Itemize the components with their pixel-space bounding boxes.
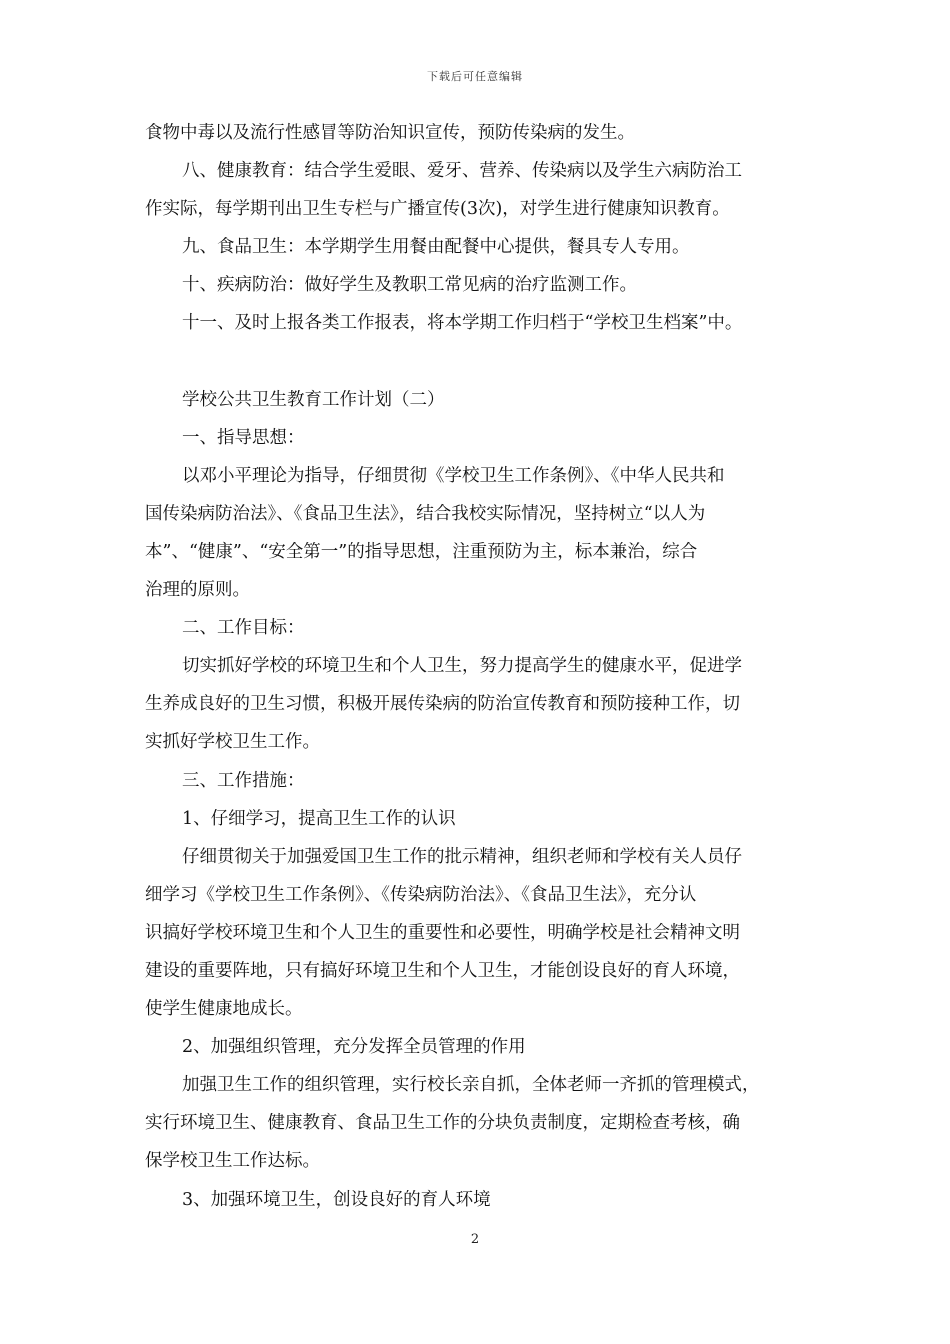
page-number: 2	[470, 1232, 480, 1247]
paragraph-line: 本”、“健康”、“安全第一”的指导思想，注重预防为主，标本兼治，综合	[145, 541, 698, 562]
paragraph-line: 切实抓好学校的环境卫生和个人卫生，努力提高学生的健康水平，促进学	[182, 656, 742, 677]
paragraph-line: 实抓好学校卫生工作。	[145, 732, 320, 753]
document-body	[145, 114, 815, 1219]
paragraph-line: 治理的原则。	[145, 580, 250, 601]
section-heading: 二、工作目标：	[182, 618, 305, 639]
paragraph-line: 加强卫生工作的组织管理，实行校长亲自抓，全体老师一齐抓的管理模式，	[182, 1075, 760, 1096]
paragraph-line: 细学习《学校卫生工作条例》、《传染病防治法》、《食品卫生法》，充分认	[145, 884, 697, 905]
paragraph-line: 作实际，每学期刊出卫生专栏与广播宣传(3次)，对学生进行健康知识教育。	[145, 199, 730, 220]
section-title: 学校公共卫生教育工作计划（二）	[182, 389, 445, 410]
paragraph-line: 食物中毒以及流行性感冒等防治知识宣传，预防传染病的发生。	[145, 123, 635, 143]
paragraph-line: 生养成良好的卫生习惯，积极开展传染病的防治宣传教育和预防接种工作，切	[145, 694, 740, 715]
paragraph-line: 使学生健康地成长。	[145, 999, 303, 1020]
section-gap	[145, 343, 815, 381]
subsection-heading: 2、加强组织管理，充分发挥全员管理的作用	[182, 1037, 526, 1058]
paragraph-line: 十、疾病防治：做好学生及教职工常见病的治疗监测工作。	[182, 275, 637, 296]
section-heading: 一、指导思想：	[182, 427, 305, 448]
paragraph-line: 十一、及时上报各类工作报表，将本学期工作归档于“学校卫生档案”中。	[182, 313, 743, 334]
paragraph-line: 识搞好学校环境卫生和个人卫生的重要性和必要性，明确学校是社会精神文明	[145, 922, 740, 943]
subsection-heading: 3、加强环境卫生，创设良好的育人环境	[182, 1189, 491, 1210]
paragraph-line: 实行环境卫生、健康教育、食品卫生工作的分块负责制度，定期检查考核，确	[145, 1113, 740, 1134]
paragraph-line: 以邓小平理论为指导，仔细贯彻《学校卫生工作条例》、《中华人民共和	[182, 465, 725, 486]
paragraph-line: 八、健康教育：结合学生爱眼、爱牙、营养、传染病以及学生六病防治工	[182, 161, 742, 182]
paragraph-line: 国传染病防治法》、《食品卫生法》，结合我校实际情况，坚持树立“以人为	[145, 503, 706, 524]
page-header: 下载后可任意编辑	[427, 70, 523, 83]
section-heading: 三、工作措施：	[182, 770, 305, 791]
paragraph-line: 九、食品卫生：本学期学生用餐由配餐中心提供，餐具专人专用。	[182, 237, 690, 258]
subsection-heading: 1、仔细学习，提高卫生工作的认识	[182, 808, 456, 829]
paragraph-line: 仔细贯彻关于加强爱国卫生工作的批示精神，组织老师和学校有关人员仔	[182, 846, 742, 867]
paragraph-line: 保学校卫生工作达标。	[145, 1151, 320, 1172]
paragraph-line: 建设的重要阵地，只有搞好环境卫生和个人卫生，才能创设良好的育人环境，	[145, 960, 740, 981]
